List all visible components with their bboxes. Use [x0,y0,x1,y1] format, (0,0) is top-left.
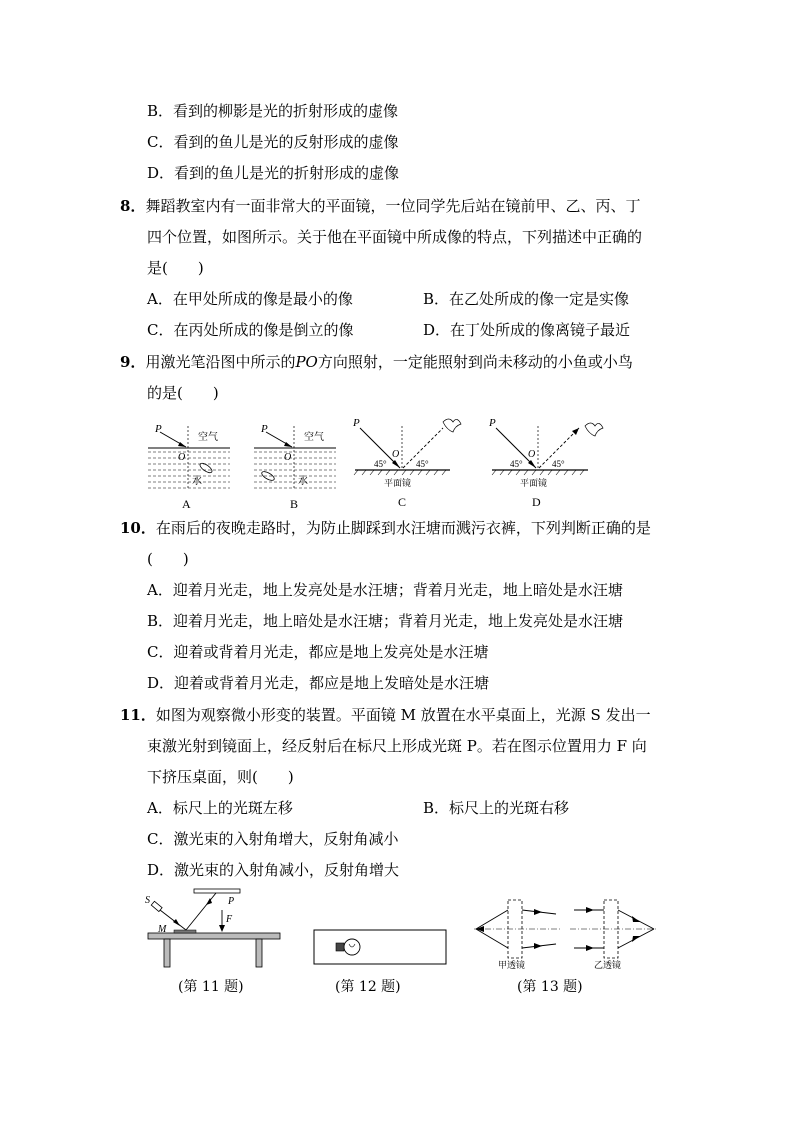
q9-a-air: 空气 [198,432,218,443]
q9-d-angle1: 45° [510,459,523,469]
q10-option-d: D．迎着或背着月光走，都应是地上发暗处是水汪塘 [147,674,490,692]
q11-stem-line2: 束激光射到镜面上，经反射后在标尺上形成光斑 P。若在图示位置用力 F 向 [147,737,647,755]
q8-stem-line1: 8．舞蹈教室内有一面非常大的平面镜，一位同学先后站在镜前甲、乙、丙、丁 [120,197,641,215]
q10-option-b: B．迎着月光走，地上暗处是水汪塘；背着月光走，地上发亮处是水汪塘 [147,612,624,630]
q11-option-b: B．标尺上的光斑右移 [423,799,570,817]
q8-option-c: C．在丙处所成的像是倒立的像 [147,321,354,339]
q9-var-po: PO [295,353,318,371]
q9-d-label: D [532,495,541,509]
q9-d-o: O [528,449,536,460]
q10-option-c: C．迎着或背着月光走，都应是地上发亮处是水汪塘 [147,643,489,661]
fig13-caption: (第 13 题) [517,979,583,995]
fig11-p: P [228,896,235,907]
q8-stem-line2: 四个位置，如图所示。关于他在平面镜中所成像的特点，下列描述中正确的 [147,228,643,246]
q9-figure-b [254,423,336,511]
fig13-lens1: 甲透镜 [498,960,526,970]
q9-c-angle2: 45° [416,459,429,469]
q11-option-d: D．激光束的入射角减小，反射角增大 [147,861,400,879]
q9-a-label: A [182,497,191,511]
q10-stem1: 在雨后的夜晚走路时，为防止脚踩到水汪塘而溅污衣裤，下列判断正确的是 [155,519,651,537]
q7-option-b: B．看到的柳影是光的折射形成的虚像 [147,102,399,120]
fig13-lens2: 乙透镜 [594,960,622,970]
q9-a-o: O [178,452,186,463]
q9-c-o: O [392,449,400,460]
q9-figure [140,412,620,512]
q11-stem1: 如图为观察微小形变的装置。平面镜 M 放置在水平桌面上，光源 S 发出一 [155,706,651,724]
q7-option-c: C．看到的鱼儿是光的反射形成的虚像 [147,133,399,151]
q9-a-water: 水 [192,476,202,487]
q9-d-p: P [489,417,496,429]
q8-option-b: B．在乙处所成的像一定是实像 [423,290,630,308]
q7-option-d: D．看到的鱼儿是光的折射形成的虚像 [147,164,400,182]
q8-stem-line3: 是( ) [147,259,204,277]
q9-b-label: B [290,497,299,511]
q11-stem-line1: 11．如图为观察微小形变的装置。平面镜 M 放置在水平桌面上，光源 S 发出一 [120,706,651,724]
q9-figure-c [352,417,461,509]
q8-number: 8 [120,197,131,215]
q9-b-air: 空气 [304,432,324,443]
q9-figure-d [488,417,603,509]
q9-c-label: C [398,495,407,509]
q8-option-d: D．在丁处所成的像离镜子最近 [423,321,631,339]
q9-c-mirror: 平面镜 [384,478,412,488]
q11-option-a: A．标尺上的光斑左移 [147,799,293,817]
fig13 [470,888,660,970]
q9-stem-post: 方向照射，一定能照射到尚未移动的小鱼或小鸟 [317,353,633,371]
fig11 [140,886,290,971]
q9-stem-line1: 9．用激光笔沿图中所示的PO方向照射，一定能照射到尚未移动的小鱼或小鸟 [120,353,633,371]
q9-number: 9 [120,353,131,371]
q11-number: 11 [120,706,141,724]
q8-stem1: 舞蹈教室内有一面非常大的平面镜，一位同学先后站在镜前甲、乙、丙、丁 [145,197,641,215]
q11-stem-line3: 下挤压桌面，则( ) [147,768,294,786]
fig12-caption: (第 12 题) [335,979,401,995]
q10-option-a: A．迎着月光走，地上发亮处是水汪塘；背着月光走，地上暗处是水汪塘 [147,581,623,599]
fig11-f: F [226,914,233,925]
q9-stem-pre: 用激光笔沿图中所示的 [145,353,296,371]
q8-option-a: A．在甲处所成的像是最小的像 [147,290,353,308]
q11-option-c: C．激光束的入射角增大，反射角减小 [147,830,399,848]
q9-figure-a [148,423,230,511]
fig11-s: S [145,895,150,906]
q9-b-water: 水 [298,476,308,487]
q9-a-p: P [155,423,162,435]
fig11-m: M [158,924,167,935]
q9-c-p: P [353,417,360,429]
q9-d-mirror: 平面镜 [520,478,548,488]
q10-stem-line2: ( ) [147,550,189,568]
q9-d-angle2: 45° [552,459,565,469]
q9-stem-line2: 的是( ) [147,384,219,402]
q9-b-o: O [284,452,292,463]
q10-stem-line1: 10．在雨后的夜晚走路时，为防止脚踩到水汪塘而溅污衣裤，下列判断正确的是 [120,519,651,537]
q9-c-angle1: 45° [374,459,387,469]
fig12 [312,928,448,968]
q10-number: 10 [120,519,141,537]
fig11-caption: (第 11 题) [178,979,244,995]
q9-b-p: P [261,423,268,435]
